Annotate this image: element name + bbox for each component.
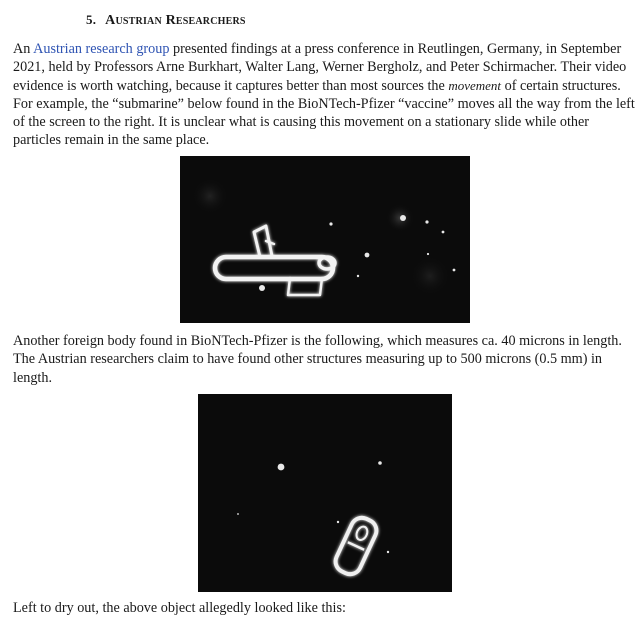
submarine-micrograph xyxy=(180,156,470,323)
section-number: 5. xyxy=(86,12,97,27)
paragraph1-text-a: presented findings at a press conference in Reutlingen, Germany, in September 2021, held by Professors Arne Burkhart, Walter Lang, Werner Bergholz, and Peter Schirmacher. Their video evidence is worth watching, because it captures better than most sources the xyxy=(13,41,627,94)
paragraph-foreign-body: Another foreign body found in BioNTech-Pfizer is the following, which measures ca. 40 microns in length. The Austrian researchers claim to have found other structures measuring up to 500 microns (0.5 mm) in length. xyxy=(13,333,622,386)
paragraph1-emphasis: movement xyxy=(448,77,502,93)
submarine-micrograph-drawing xyxy=(180,156,470,323)
section-heading xyxy=(86,12,246,29)
paragraph-austrian-findings: An Austrian research group presented findings at a press conference in Reutlingen, Germany, in September 2021, held by Professors Arne Burkhart, Walter Lang, Werner Bergholz, and Peter Schirmacher. Their video evidence is worth watching, because it captures better than most sources the movement of certain structures. For example, the “submarine” below found in the BioNTech-Pfizer “vaccine” moves all the way from the left of the screen to the right. It is unclear what is causing this movement on a stationary slide while other particles remain in the same place. xyxy=(13,41,635,149)
paragraph1-text-b: of certain structures. For example, the “submarine” below found in the BioNTech-Pfizer “vaccine” moves all the way from the left of the screen to the right. It is unclear what is causing this movement on a stationary slide while other particles remain in the same place. xyxy=(13,77,635,149)
paragraph-dried-object: Left to dry out, the above object allegedly looked like this: xyxy=(13,600,346,616)
foreign-body-micrograph-drawing xyxy=(198,394,452,592)
austrian-research-group-link[interactable]: Austrian research group xyxy=(33,41,170,57)
section-title: Austrian Researchers xyxy=(105,13,246,28)
foreign-body-micrograph xyxy=(198,394,452,592)
